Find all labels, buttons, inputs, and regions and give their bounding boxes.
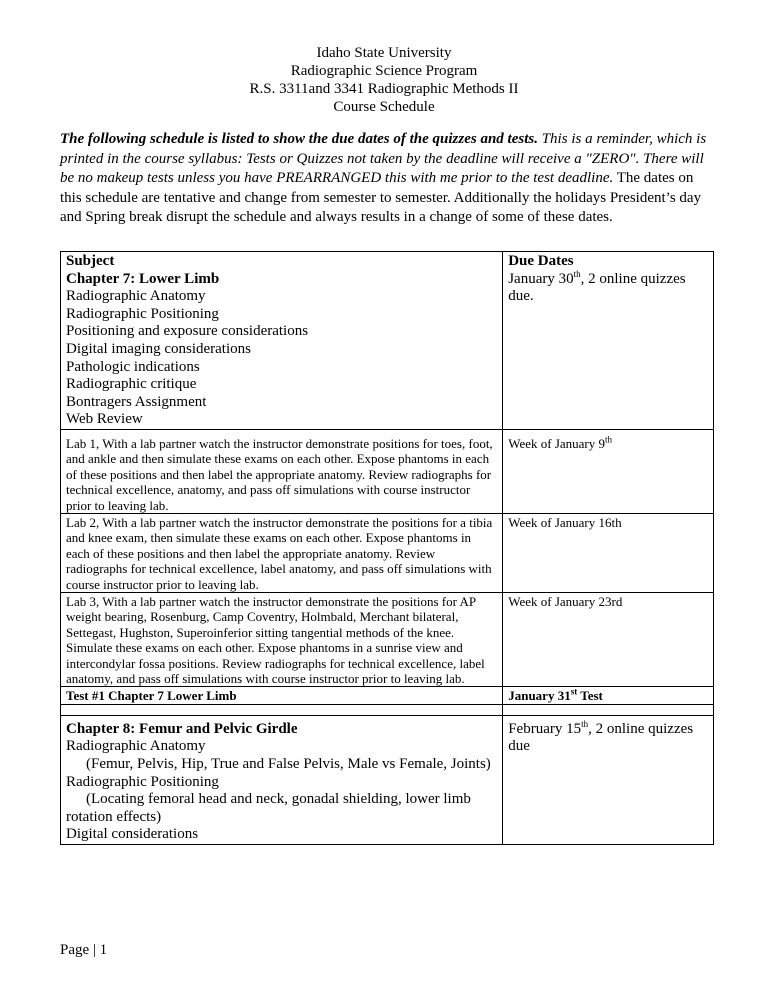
spacer-cell (61, 704, 503, 715)
lab2-subject-cell (61, 513, 503, 592)
test1-due-cell (503, 687, 714, 704)
lab3-due-cell (503, 593, 714, 687)
intro-italic-reminder: This is a reminder, which is printed in the course syllabus: Tests or Quizzes not taken by the deadline will receive a "ZERO". There will be no makeup tests unless you have PREARRANGED this with me prior to the test deadline. (60, 131, 707, 186)
lab2-due-cell (503, 513, 714, 592)
list-item: Radiographic critique (66, 376, 197, 393)
chapter8-due-date: February 15 (508, 720, 582, 737)
table-row (61, 252, 714, 430)
list-item: Digital imaging considerations (66, 340, 251, 357)
list-item: Bontragers Assignment (66, 393, 207, 410)
test1-due-date: January 31 (508, 688, 571, 704)
table-row (61, 715, 714, 844)
lab1-due-sup: th (605, 434, 613, 445)
intro-plain-note: The dates on this schedule are tentative and change from semester to semester. Additionally the holidays President’s day and Spring break disrupt the schedule and always results in a change of some of these dates. (60, 170, 702, 225)
chapter8-title: Chapter 8: Femur and Pelvic Girdle (66, 720, 298, 737)
spacer-cell (503, 704, 714, 715)
list-item: Radiographic Anatomy (66, 738, 206, 755)
chapter7-due-cell (503, 252, 714, 430)
test1-due-sup: st (570, 687, 578, 698)
document-header (0, 44, 768, 116)
list-item: Web Review (66, 411, 143, 428)
chapter8-due-sup: th (581, 718, 589, 729)
lab1-due-cell (503, 429, 714, 513)
due-sup: th (573, 268, 581, 279)
table-row (61, 704, 714, 715)
intro-bold-lead: The following schedule is listed to show the due dates of the quizzes and tests. (60, 131, 538, 147)
list-item: Radiographic Positioning (66, 305, 219, 322)
lab3-description: Lab 3, With a lab partner watch the instructor demonstrate the positions for AP weight bearing, Rosenburg, Camp Coventry, Holmbald, Merchant bilateral, Settegast, Hughston, Superoinferior sitting tangential methods of the knee. Simulate these exams on each other. Expose phantoms in a sunrise view and intercondylar fossa positions. Review radiographs for technical excellence, label anatomy, and pass off simulations with course instructor prior to leaving lab. (66, 594, 485, 687)
lab1-subject-cell (61, 429, 503, 513)
chapter7-title: Chapter 7: Lower Limb (66, 270, 220, 287)
lab1-description: Lab 1, With a lab partner watch the instructor demonstrate positions for toes, foot, and ankle and then simulate these exams on each other. Expose phantoms in each of these positions and then label the appropriate anatomy. Review radiographs for technical excellence, anatomy, and pass off simulations with course instructor prior to leaving lab. (66, 435, 493, 513)
university-name: Idaho State University (316, 45, 452, 61)
table-row (61, 687, 714, 704)
test1-subject-cell (61, 687, 503, 704)
test1-title: Test #1 Chapter 7 Lower Limb (66, 688, 237, 704)
chapter7-subject-cell (61, 252, 503, 430)
list-item: Pathologic indications (66, 358, 200, 375)
lab3-subject-cell (61, 593, 503, 687)
due-text: , 2 online quizzes due. (508, 270, 686, 305)
list-item: (Locating femoral head and neck, gonadal shielding, lower limb rotation effects) (66, 791, 471, 825)
list-item: Digital considerations (66, 826, 199, 843)
table-row (61, 593, 714, 687)
lab3-due-date: Week of January 23rd (508, 594, 623, 609)
course-name: R.S. 3311and 3341 Radiographic Methods II (249, 81, 519, 97)
list-item: (Femur, Pelvis, Hip, True and False Pelvis, Male vs Female, Joints) (86, 756, 491, 773)
lab1-due-date: Week of January 9 (508, 435, 605, 451)
lab2-description: Lab 2, With a lab partner watch the instructor demonstrate the positions for a tibia and knee exam, then simulate these exams on each other. Expose phantoms in each of these positions and then label the appropriate anatomy. Review radiographs for technical excellence, label anatomy, and pass off simulations with course instructor prior to leaving lab. (66, 514, 493, 592)
chapter7-due-date (508, 268, 708, 306)
list-item: Radiographic Anatomy (66, 288, 206, 305)
list-item: Radiographic Positioning (66, 773, 219, 790)
page-footer: Page | 1 (60, 942, 108, 958)
table-row (61, 513, 714, 592)
schedule-table (60, 251, 714, 845)
lab2-due-date: Week of January 16th (508, 514, 622, 530)
chapter8-due-suffix: , 2 online quizzes due (508, 720, 694, 755)
chapter8-due-cell (503, 715, 714, 844)
intro-paragraph (60, 130, 712, 228)
due-text: January 30 (508, 270, 574, 287)
schedule-title: Course Schedule (333, 99, 435, 115)
subject-header: Subject (66, 253, 115, 269)
list-item: Positioning and exposure considerations (66, 323, 309, 340)
test1-due-suffix: Test (577, 688, 603, 704)
chapter8-subject-cell (61, 715, 503, 844)
due-header: Due Dates (508, 253, 574, 269)
table-row (61, 429, 714, 513)
program-name: Radiographic Science Program (290, 63, 478, 79)
